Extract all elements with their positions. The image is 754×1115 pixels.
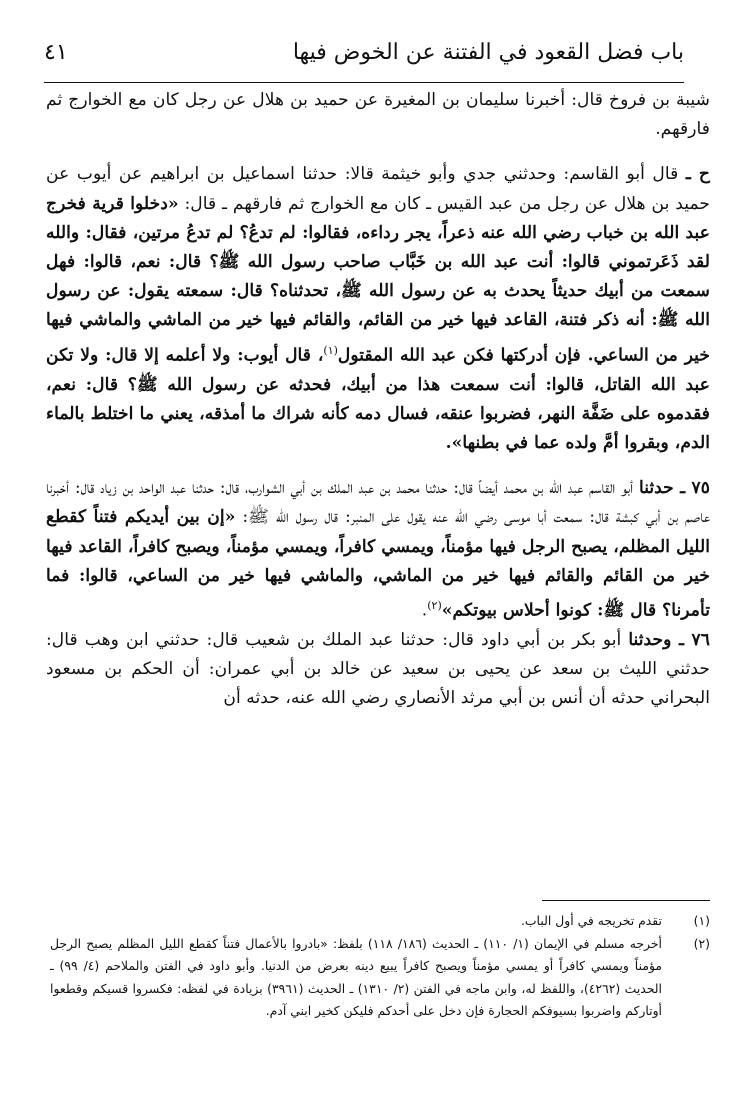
footnote-number: (٢)	[693, 935, 710, 951]
hadith-marker-ha: ح ـ	[685, 164, 711, 185]
footnote-text: أخرجه مسلم في الإيمان (١/ ١١٠) ـ الحديث (١٨٦/ ١١٨) بلفظ: «بادروا بالأعمال فتناً كقطع الليل المظلم يصبح الرجل مؤمناً ويمسي كافراً أو يمسي مؤمناً ويصبح كافراً يبيع دينه بعرض من الدنيا. وأبو داود في الفتن والملاحم (٤/ ٩٩) ـ الحديث (٤٢٦٢)، واللفظ له، وابن ماجه في الفتن (٢/ ١٣١٠) ـ الحديث (٣٩٦١) بزيادة في لفظه: فكسروا قسيكم وقطعوا أوتاركم واضربوا بسيوفكم الحجارة فإن دخل على أحدكم فليكن كخير ابني آدم.	[50, 935, 662, 1018]
paragraph-2	[46, 160, 710, 458]
isnad-text-75: أبو القاسم عبد الله بن محمد أيضاً قال: حدثنا محمد بن عبد الملك بن أبي الشوارب، قال: حدثنا عبد الواحد بن زياد قال: أخبرنا عاصم بن أبي كبشة قال: سمعت أبا موسى رضي الله عنه يقول على المنبر: قال رسول الله ﷺ:	[46, 478, 711, 528]
page-number: ٤١	[44, 40, 68, 65]
page-header	[44, 36, 684, 83]
hadith-number-76: ٧٦ ـ وحدثنا	[628, 629, 710, 650]
matn-text: «دخلوا قرية فخرج عبد الله بن خباب رضي الله عنه ذعراً، يجر رداءه، فقالوا: لم تدعُ؟ لم تدعُ مرتين، فقال: والله لقد ذَعَرتموني قالوا: أنت عبد الله بن خَبَّاب صاحب رسول الله ﷺ؟ قال: نعم، قالوا: فهل سمعت من أبيك حديثاً يحدث به عن رسول الله ﷺ، تحدثناه؟ قال: سمعته يقول: عن رسول الله ﷺ: أنه ذكر فتنة، القاعد فيها خير من القائم، والقائم فيها خير من الماشي والماشي فيها خير من الساعي. فإن أدركتها فكن عبد الله المقتول	[46, 193, 710, 366]
footnote-number: (١)	[693, 913, 710, 928]
footnote-ref-1: (١)	[323, 343, 338, 357]
footnote-2	[50, 933, 710, 1023]
footnote-text: تقدم تخريجه في أول الباب.	[520, 913, 662, 928]
matn-text-continued: ، قال أيوب: ولا أعلمه إلا قال: ولا تكن عبد الله القاتل، قالوا: أنت سمعت هذا من أبيك، فحدثه عن رسول الله ﷺ؟ قال: نعم، فقدموه على ضَفَّة النهر، فضربوا عنقه، فسال دمه كأنه شراك ما أمذقه، يعني ما اختلط بالماء الدم، وبقروا أمَّ ولده عما في بطنها».	[46, 345, 710, 453]
sentence-end: .	[421, 600, 428, 621]
footnote-ref-2: (٢)	[427, 598, 442, 612]
page-body	[46, 86, 710, 714]
paragraph-1	[46, 86, 710, 144]
matn-text-75: «إن بين أيديكم فتناً كقطع الليل المظلم، يصبح الرجل فيها مؤمناً، ويمسي كافراً، ويمسي مؤمناً، ويصبح كافراً، القاعد فيها خير من القائم والقائم فيها خير من الماشي، والماشي فيها خير من الساعي، قالوا: فما تأمرنا؟ قال ﷺ: كونوا أحلاس بيوتكم»	[46, 507, 710, 621]
footnote-1	[50, 910, 710, 933]
paragraph-1-text: شيبة بن فروخ قال: أخبرنا سليمان بن المغيرة عن حميد بن هلال عن رجل كان مع الخوارج ثم فارقهم.	[46, 90, 710, 140]
hadith-75	[46, 474, 710, 626]
isnad-text: قال أبو القاسم: وحدثني جدي وأبو خيثمة قالا: حدثنا اسماعيل بن ابراهيم عن أيوب عن حميد بن هلال عن رجل من عبد القيس ـ كان مع الخوارج ثم فارقهم ـ قال:	[46, 164, 710, 214]
hadith-76	[46, 626, 710, 714]
hadith-number-75: ٧٥ ـ حدثنا	[638, 478, 710, 499]
footnotes	[50, 910, 710, 1023]
isnad-text-76: أبو بكر بن أبي داود قال: حدثنا عبد الملك بن شعيب قال: حدثني ابن وهب قال: حدثني الليث بن سعد عن يحيى بن سعيد عن خالد بن أبي عمران: أن الحكم بن مسعود البحراني حدثه أن أنس بن أبي مرثد الأنصاري رضي الله عنه، حدثه أن	[46, 629, 710, 709]
running-title: باب فضل القعود في الفتنة عن الخوض فيها	[292, 40, 684, 65]
footnote-divider	[542, 900, 710, 901]
